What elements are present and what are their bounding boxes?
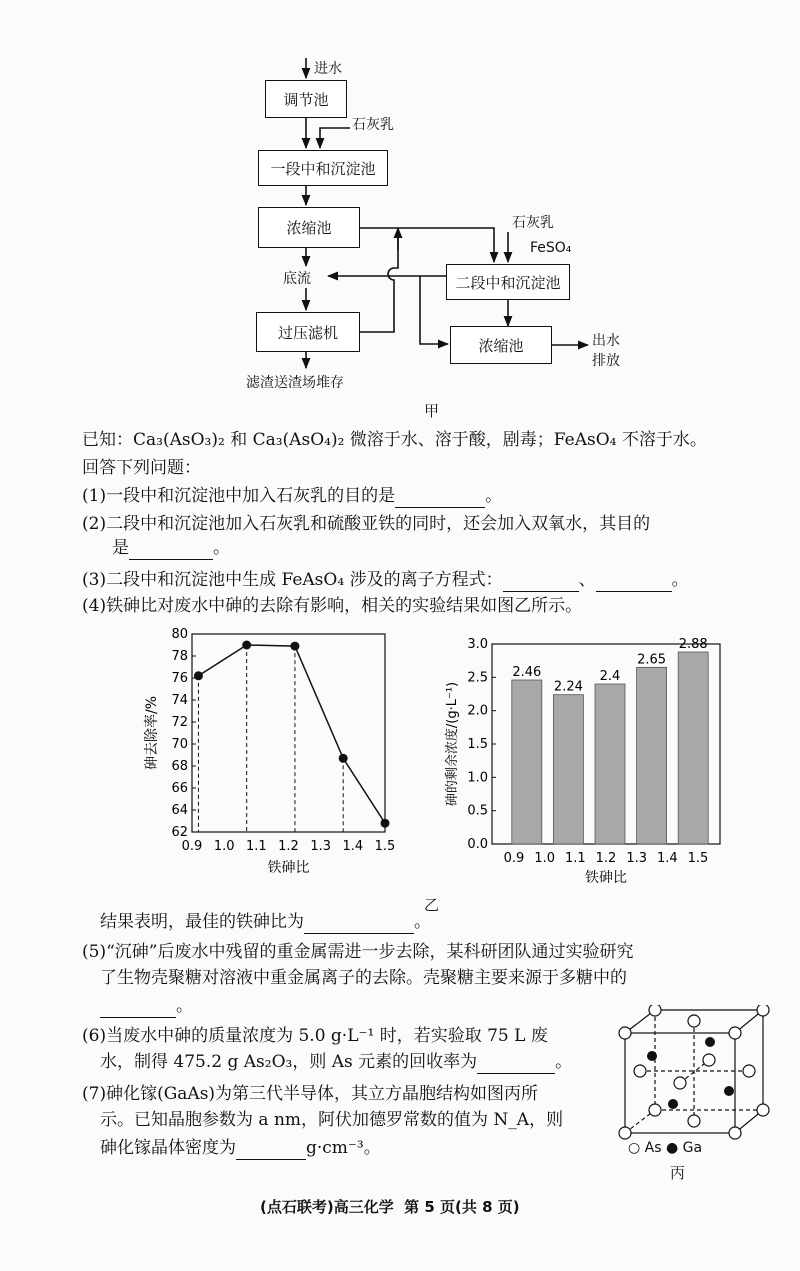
- question-2-line-2: [112, 536, 230, 560]
- as-legend-label: As: [644, 1140, 662, 1156]
- lime-milk-label-2: 石灰乳: [512, 215, 554, 231]
- thickener-2: 浓缩池: [450, 326, 552, 364]
- question-2-line-1: (2)二段中和沉淀池加入石灰乳和硫酸亚铁的同时，还会加入双氧水，其目的: [82, 514, 651, 534]
- bar: [512, 680, 542, 844]
- question-1-text: (1)一段中和沉淀池中加入石灰乳的目的是: [82, 486, 396, 506]
- figure-caption-c: 丙: [670, 1164, 686, 1182]
- bar: [553, 695, 583, 844]
- data-label: 2.24: [553, 679, 583, 695]
- y-tick-label: 2.0: [467, 703, 488, 719]
- question-6-line-2: [100, 1050, 572, 1074]
- data-label: 2.65: [637, 652, 667, 668]
- as-atom-icon: ○: [628, 1140, 641, 1156]
- y-tick-label: 76: [171, 671, 188, 686]
- x-tick-label: 1.1: [245, 839, 267, 854]
- y-tick-label: 1.0: [467, 770, 488, 786]
- figure-caption-b: 乙: [424, 896, 440, 914]
- question-7-line-3: [100, 1136, 381, 1160]
- sludge-label: 滤渣送渣场堆存: [246, 375, 344, 391]
- y-tick-label: 74: [171, 693, 188, 708]
- bar: [678, 652, 708, 844]
- series-line: [198, 645, 385, 823]
- x-tick-label: 1.0: [534, 851, 556, 866]
- y-tick-label: 80: [171, 627, 188, 642]
- y-tick-label: 64: [171, 803, 188, 818]
- question-7-text: 砷化镓晶体密度为: [100, 1138, 236, 1158]
- question-5-line-2: 了生物壳聚糖对溶液中重金属离子的去除。壳聚糖主要来源于多糖中的: [100, 968, 627, 988]
- regulating-tank: 调节池: [265, 80, 347, 118]
- gaas-unit-cell-diagram: [615, 1005, 775, 1145]
- density-unit: g·cm⁻³。: [306, 1138, 381, 1158]
- y-tick-label: 62: [171, 825, 188, 840]
- figure-caption-a: 甲: [424, 402, 440, 420]
- x-tick-label: 1.0: [213, 839, 235, 854]
- page-footer: (点石联考)高三化学 第 5 页(共 8 页): [260, 1198, 520, 1216]
- y-tick-label: 0.0: [467, 837, 488, 852]
- known-condition: 已知：Ca₃(AsO₃)₂ 和 Ca₃(AsO₄)₂ 微溶于水、溶于酸，剧毒；FeAsO₄ 不溶于水。: [82, 430, 707, 450]
- y-tick-label: 2.5: [467, 670, 488, 686]
- bar: [637, 667, 667, 844]
- second-neutralization-tank: 二段中和沉淀池: [446, 264, 570, 300]
- y-tick-label: 68: [171, 759, 188, 774]
- x-tick-label: 1.2: [595, 851, 617, 866]
- ga-atom-icon: ●: [666, 1140, 679, 1156]
- answer-blank-1[interactable]: [395, 489, 485, 508]
- crystal-legend: [628, 1140, 702, 1156]
- thickener-1: 浓缩池: [258, 207, 360, 248]
- data-label: 2.46: [512, 665, 542, 680]
- lime-milk-label-1: 石灰乳: [352, 117, 394, 133]
- period-6: 。: [555, 1052, 573, 1072]
- underflow-label: 底流: [283, 271, 311, 287]
- y-axis-label: 砷去除率/%: [144, 695, 160, 771]
- x-axis-label: 铁砷比: [585, 870, 627, 886]
- data-point: [339, 754, 348, 763]
- question-4-conclusion: [100, 910, 431, 934]
- y-tick-label: 3.0: [467, 637, 488, 652]
- x-tick-label: 1.5: [374, 839, 396, 854]
- x-axis-label: 铁砷比: [267, 860, 310, 876]
- period-2: 。: [213, 538, 230, 558]
- separator: 、: [578, 570, 596, 590]
- outflow-label: 出水: [592, 333, 620, 349]
- question-7-line-1: (7)砷化镓(GaAs)为第三代半导体，其立方晶胞结构如图丙所: [82, 1084, 539, 1104]
- question-5-line-3: [100, 994, 193, 1018]
- question-6-text: 水，制得 475.2 g As₂O₃，则 As 元素的回收率为: [100, 1052, 478, 1072]
- question-5-line-1: (5)“沉砷”后废水中残留的重金属需进一步去除，某科研团队通过实验研究: [82, 942, 634, 962]
- question-3-text: (3)二段中和沉淀池中生成 FeAsO₄ 涉及的离子方程式：: [82, 570, 503, 590]
- x-tick-label: 1.2: [278, 839, 299, 854]
- period-4: 。: [414, 912, 431, 932]
- answer-blank-6[interactable]: [477, 1055, 555, 1074]
- answer-blank-2[interactable]: [129, 541, 213, 560]
- x-tick-label: 0.9: [503, 851, 525, 866]
- inflow-label: 进水: [314, 61, 342, 77]
- period-3: 。: [671, 570, 689, 590]
- feso4-label: FeSO₄: [530, 240, 572, 256]
- y-tick-label: 1.5: [467, 737, 488, 752]
- y-tick-label: 66: [171, 781, 188, 796]
- question-4-conclusion-text: 结果表明，最佳的铁砷比为: [100, 912, 304, 932]
- period-5: 。: [176, 996, 193, 1016]
- x-tick-label: 1.3: [626, 851, 648, 866]
- bar: [595, 684, 625, 844]
- y-tick-label: 70: [171, 737, 188, 752]
- ga-legend-label: Ga: [682, 1140, 703, 1156]
- question-1: [82, 484, 502, 508]
- plot-frame: [192, 634, 385, 832]
- question-4: (4)铁砷比对废水中砷的去除有影响，相关的实验结果如图乙所示。: [82, 596, 583, 616]
- data-point: [194, 671, 203, 680]
- question-3: [82, 568, 689, 592]
- question-7-line-2: 示。已知晶胞参数为 a nm，阿伏加德罗常数的值为 N_A，则: [100, 1110, 564, 1130]
- answer-blank-5[interactable]: [100, 999, 176, 1018]
- x-tick-label: 0.9: [181, 839, 203, 854]
- data-point: [242, 641, 251, 650]
- x-tick-label: 1.1: [564, 851, 586, 866]
- data-label: 2.4: [599, 669, 621, 684]
- answer-blank-7[interactable]: [236, 1141, 306, 1160]
- answer-blank-3a[interactable]: [503, 573, 579, 592]
- x-tick-label: 1.4: [656, 851, 678, 866]
- answer-prompt: 回答下列问题：: [82, 458, 201, 478]
- removal-rate-line-chart: [140, 622, 410, 877]
- question-2-text: 是: [112, 538, 129, 558]
- x-tick-label: 1.4: [342, 839, 364, 854]
- discharge-label: 排放: [592, 353, 620, 369]
- residual-concentration-bar-chart: [440, 632, 730, 890]
- y-axis-label: 砷的剩余浓度/(g·L⁻¹): [445, 681, 460, 807]
- answer-blank-4[interactable]: [304, 915, 414, 934]
- flow-arrows: [0, 0, 800, 400]
- y-tick-label: 78: [171, 649, 188, 664]
- question-6-line-1: (6)当废水中砷的质量浓度为 5.0 g·L⁻¹ 时，若实验取 75 L 废: [82, 1026, 548, 1046]
- filter-press: 过压滤机: [256, 312, 360, 352]
- y-tick-label: 72: [171, 715, 188, 730]
- first-neutralization-tank: 一段中和沉淀池: [258, 150, 388, 186]
- data-point: [290, 642, 299, 651]
- period-1: 。: [485, 486, 503, 506]
- x-tick-label: 1.3: [310, 839, 332, 854]
- data-point: [381, 819, 390, 828]
- data-label: 2.88: [678, 637, 708, 652]
- answer-blank-3b[interactable]: [596, 573, 672, 592]
- y-tick-label: 0.5: [467, 803, 488, 819]
- x-tick-label: 1.5: [687, 851, 709, 866]
